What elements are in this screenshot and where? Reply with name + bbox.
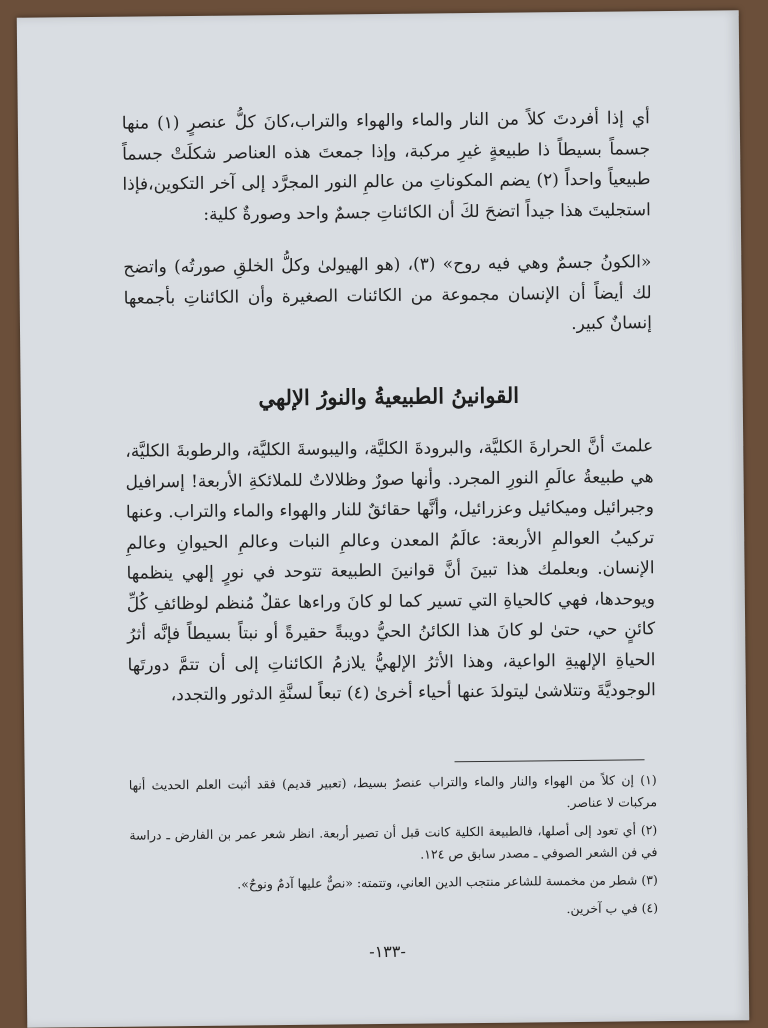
paragraph-elements: أي إذا أفردتَ كلاً من النار والماء والهواء والتراب،كانَ كلُّ عنصرٍ (١) منها جسماً بسيطاً ذا طبيعةٍ غيرِ مركبة، وإذا جمعتَ هذه العناصر شكلَتْ جسماً طبيعياً واحداً (٢) يضم المكوناتِ من عالمِ النور المجرَّد إلى آخر التكوين،فإذا استجليتَ هذا جيداً اتضحَ لكَ أن الكائناتِ جسمٌ واحد وصورةٌ كلية: — [121, 108, 651, 225]
section-heading: القوانينُ الطبيعيةُ والنورُ الإلهي — [258, 382, 520, 411]
page-number: -١٣٣- — [369, 941, 406, 962]
footnote-separator — [455, 759, 645, 762]
footnote-1: (١) إن كلاً من الهواء والنار والماء والتراب عنصرٌ بسيط، (تعبير قديم) فقد أثبت العلم الحديث أنها مركبات لا عناصر. — [128, 772, 658, 811]
footnote-3: (٣) شطر من مخمسة للشاعر منتجب الدين العاني، وتتمته: «نصٌّ عليها آدمٌ ونوحٌ». — [237, 872, 658, 892]
book-page — [17, 10, 750, 1028]
paragraph-natural-laws: علمتَ أنَّ الحرارةَ الكليَّة، والبرودةَ الكليَّة، واليبوسةَ الكليَّة، والرطوبةَ الكليَّة، هي طبيعةُ عالَمِ النورِ المجرد. وأنها صورٌ وظلالاتٌ للملائكةِ الأربعة! إسرافيل وجبرائيل وميكائيل وعزرائيل، وأنَّها حقائقٌ للنار والهواء والماء والتراب. وعنها تركيبُ العوالمِ الأربعة: عالَمُ المعدن وعالمِ النبات وعالمِ الحيوانِ وعالمِ الإنسان. وبعلمك هذا تبينَ أنَّ قوانينَ الطبيعة تتوحد في نورٍ إلهي ينظمها ويوحدها، فهي كالحياةِ التي تسير كما لو كانَ وراءها عقلٌ مُنظم لوظائفِ كُلِّ كائنٍ حي، حتىٰ لو كانَ هذا الكائنُ الحيُّ دويبةً حقيرةً أو نبتاً بسيطاً فإنَّه أثرُ الحياةِ الإلهيةِ الواعية، وهذا الأثرُ الإلهيُّ يلازمُ الكائناتِ إلى أن تتمَّ دورتَها الوجوديَّةَ وتتلاشىٰ ليتولدَ عنها أحياء أخرىٰ (٤) تبعاً لسنَّةِ الدثور والتجدد، — [125, 436, 656, 706]
footnote-2: (٢) أي تعود إلى أصلها، فالطبيعة الكلية كانت قبل أن تصير أربعة. انظر شعر عمر بن الفارض ـ دراسة في فن الشعر الصوفي ـ مصدر سابق ص ١٢٤. — [129, 822, 658, 862]
footnotes — [129, 769, 659, 931]
footnote-4: (٤) في ب آخرين. — [566, 900, 659, 917]
paragraph-verse: «الكونُ جسمٌ وهي فيه روح» (٣)، (هو الهيولىٰ وكلُّ الخلقِ صورتُه) واتضح لك أيضاً أن الإنسان مجموعة من الكائنات الصغيرة وأن الكائناتِ بأجمعها إنسانٌ كبير. — [123, 252, 653, 335]
